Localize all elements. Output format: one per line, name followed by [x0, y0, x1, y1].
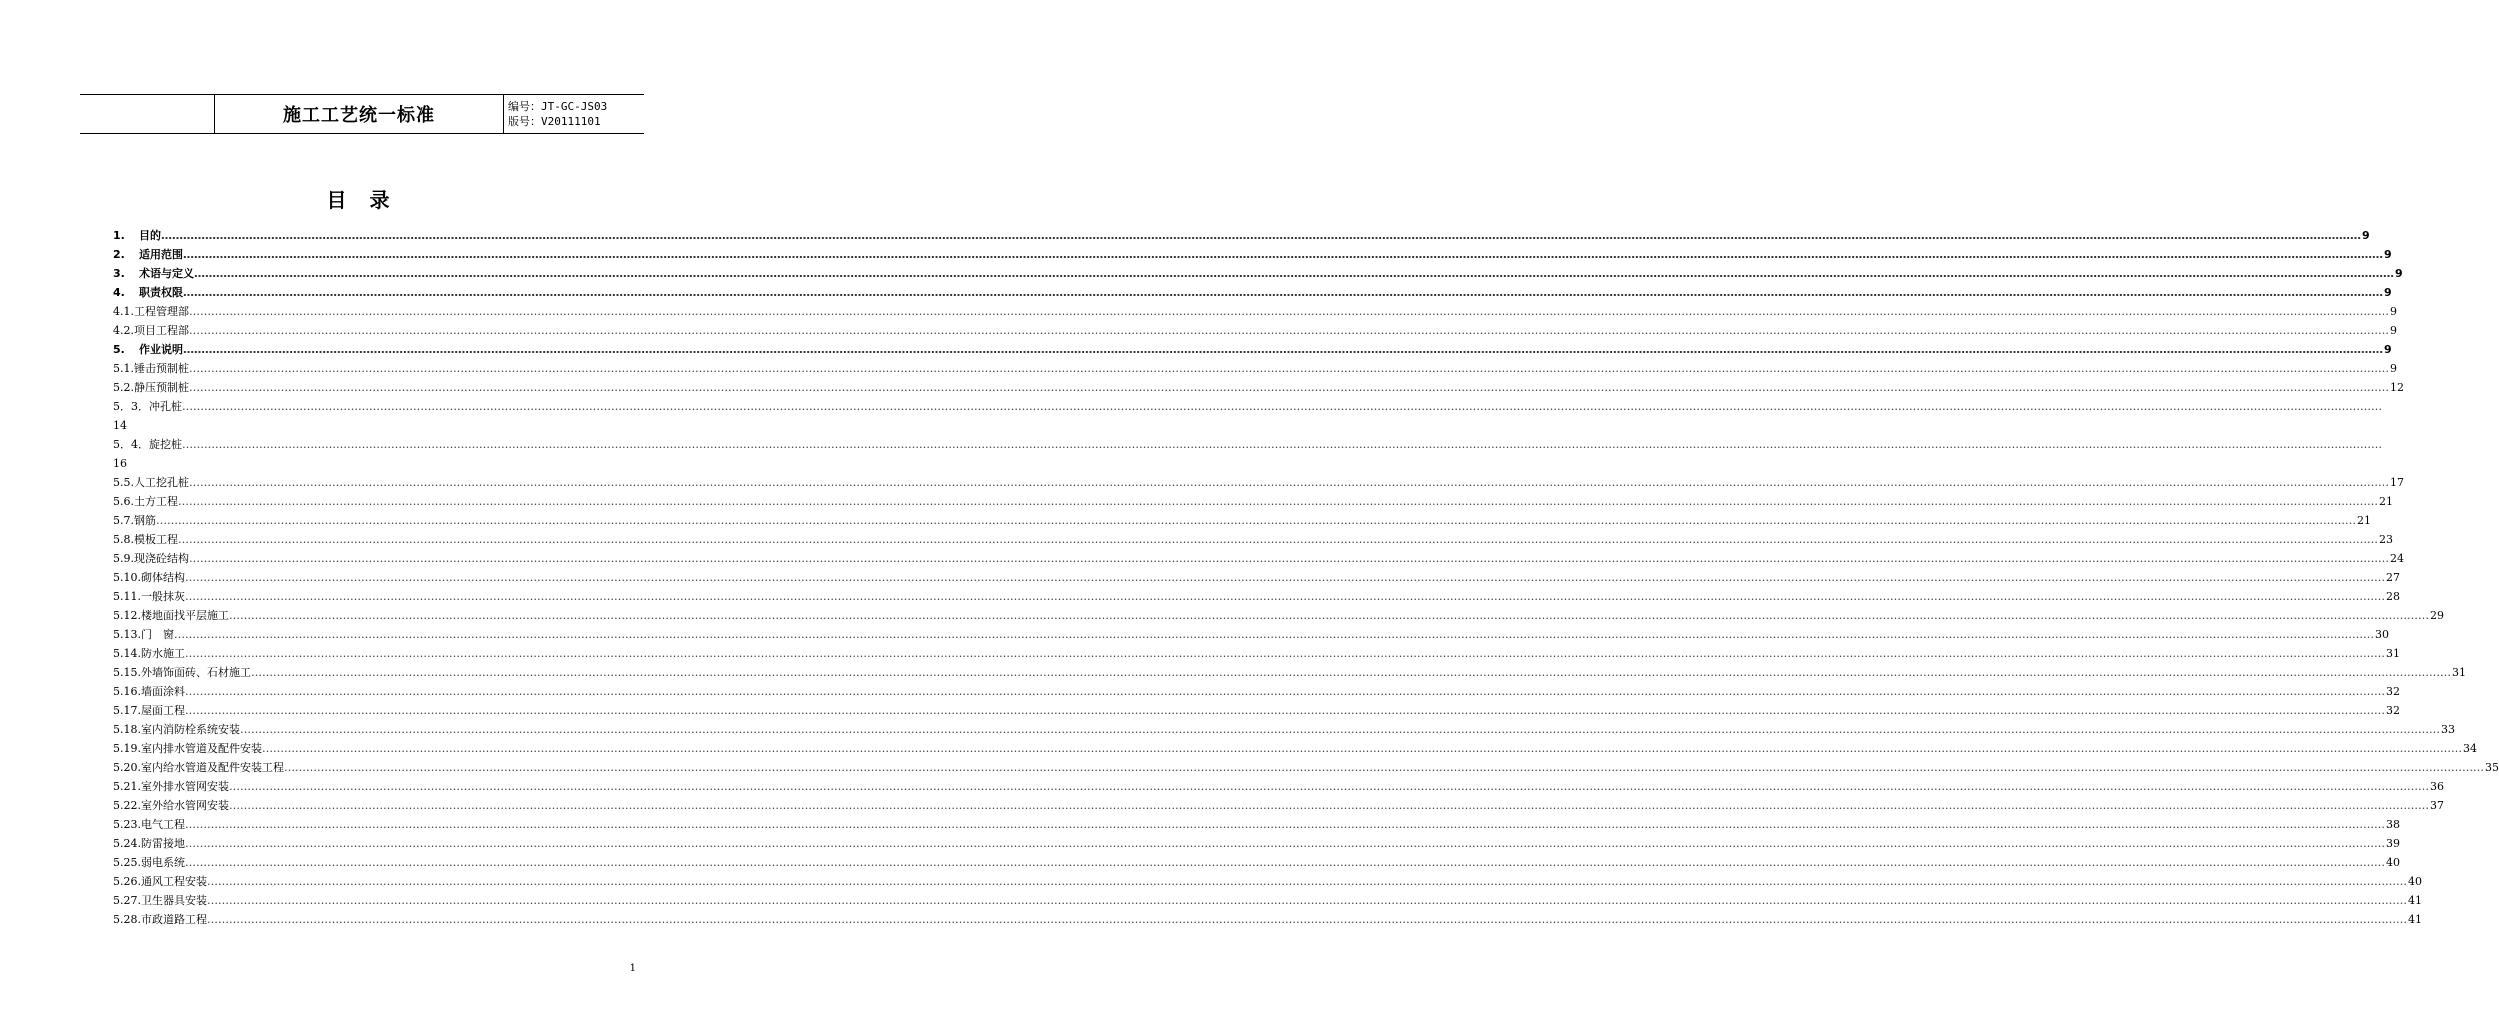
toc-entry-title: 门 窗 — [141, 628, 174, 641]
toc-leader-dots: …………………………………………………………………………………………………………………………………………………………………………………………………………………………………………………………………………………………………………………………………………………………………………………………………………………………………………………………………………………………………………………………………………………… — [182, 438, 2382, 451]
toc-entry-title: 室内消防栓系统安装 — [141, 723, 240, 736]
toc-entry-title: 砌体结构 — [141, 571, 185, 584]
toc-entry-page: 21 — [2379, 495, 2393, 508]
toc-entry[interactable] — [113, 796, 2444, 815]
toc-entry-page: 9 — [2384, 343, 2392, 356]
toc-entry-page: 17 — [2390, 476, 2404, 489]
toc-entry-page: 9 — [2395, 267, 2403, 280]
toc-entry[interactable] — [113, 758, 2499, 777]
toc-entry[interactable] — [113, 530, 2393, 549]
toc-entry-number: 5.19. — [113, 742, 141, 755]
toc-entry-page: 35 — [2485, 761, 2499, 774]
toc-leader-dots: …………………………………………………………………………………………………………………………………………………………………………………………………………………………………………………………………………………………………………………………………………………………………………………………………………………………………………………………………………………………………………………………………………………… — [189, 362, 2389, 375]
document-version: 版号：V20111101 — [508, 115, 601, 128]
toc-entry-number: 2. — [113, 248, 125, 261]
toc-entry-number: 5.5. — [113, 476, 134, 489]
toc-entry-title: 现浇砼结构 — [134, 552, 189, 565]
toc-entry-number: 5.17. — [113, 704, 141, 717]
toc-entry[interactable] — [113, 815, 2400, 834]
toc-entry[interactable] — [113, 682, 2400, 701]
toc-entry-title: 外墙饰面砖、石材施工 — [141, 666, 251, 679]
toc-entry-page: 39 — [2386, 837, 2400, 850]
toc-entry-page: 9 — [2384, 248, 2392, 261]
toc-entry-title: 项目工程部 — [134, 324, 189, 337]
toc-entry-number: 5.20. — [113, 761, 141, 774]
toc-entry[interactable] — [113, 777, 2444, 796]
toc-entry-number: 5.14. — [113, 647, 141, 660]
toc-heading: 目 录 — [326, 188, 398, 212]
header-logo-cell — [80, 95, 215, 133]
toc-leader-dots: …………………………………………………………………………………………………………………………………………………………………………………………………………………………………………………………………………………………………………………………………………………………………………………………………………………………………………………………………………………………………………………………………………………… — [262, 742, 2462, 755]
toc-entry-page: 12 — [2390, 381, 2404, 394]
toc-entry[interactable] — [113, 283, 2392, 302]
toc-leader-dots: …………………………………………………………………………………………………………………………………………………………………………………………………………………………………………………………………………………………………………………………………………………………………………………………………………………………………………………………………………………………………………………………………………………… — [185, 856, 2385, 869]
toc-entry-title: 通风工程安装 — [141, 875, 207, 888]
toc-entry-page: 32 — [2386, 685, 2400, 698]
toc-entry[interactable] — [113, 701, 2400, 720]
toc-entry-number: 4.1. — [113, 305, 134, 318]
toc-entry-title: 市政道路工程 — [141, 913, 207, 926]
document-meta — [504, 95, 644, 133]
toc-entry-page: 34 — [2463, 742, 2477, 755]
toc-entry[interactable] — [113, 245, 2392, 264]
toc-entry[interactable] — [113, 492, 2393, 511]
toc-entry-page: 21 — [2357, 514, 2371, 527]
document-header — [80, 94, 644, 134]
toc-leader-dots: …………………………………………………………………………………………………………………………………………………………………………………………………………………………………………………………………………………………………………………………………………………………………………………………………………………………………………………………………………………………………………………………………………………… — [183, 343, 2383, 356]
toc-entry-number: 5.8. — [113, 533, 134, 546]
toc-leader-dots: …………………………………………………………………………………………………………………………………………………………………………………………………………………………………………………………………………………………………………………………………………………………………………………………………………………………………………………………………………………………………………………………………………………… — [251, 666, 2451, 679]
toc-entry-title: 防水施工 — [141, 647, 185, 660]
toc-entry[interactable] — [113, 910, 2422, 929]
toc-entry-title: 屋面工程 — [141, 704, 185, 717]
toc-leader-dots: …………………………………………………………………………………………………………………………………………………………………………………………………………………………………………………………………………………………………………………………………………………………………………………………………………………………………………………………………………………………………………………………………………………… — [174, 628, 2374, 641]
page-number: 1 — [629, 963, 636, 974]
toc-entry-title: 土方工程 — [134, 495, 178, 508]
toc-leader-dots: …………………………………………………………………………………………………………………………………………………………………………………………………………………………………………………………………………………………………………………………………………………………………………………………………………………………………………………………………………………………………………………………………………………… — [189, 324, 2389, 337]
toc-entry-title: 防雷接地 — [141, 837, 185, 850]
toc-entry[interactable] — [113, 853, 2400, 872]
toc-entry-number: 5.23. — [113, 818, 141, 831]
toc-entry[interactable] — [113, 264, 2403, 283]
toc-entry-page: 27 — [2386, 571, 2400, 584]
toc-entry[interactable] — [113, 302, 2397, 321]
toc-entry[interactable] — [113, 226, 2370, 245]
toc-entry-title: 楼地面找平层施工 — [141, 609, 229, 622]
toc-entry-title: 钢筋 — [134, 514, 156, 527]
toc-entry-page: 30 — [2375, 628, 2389, 641]
toc-leader-dots: …………………………………………………………………………………………………………………………………………………………………………………………………………………………………………………………………………………………………………………………………………………………………………………………………………………………………………………………………………………………………………………………………………………… — [207, 913, 2407, 926]
toc-leader-dots: …………………………………………………………………………………………………………………………………………………………………………………………………………………………………………………………………………………………………………………………………………………………………………………………………………………………………………………………………………………………………………………………………………………… — [185, 685, 2385, 698]
toc-entry-page: 16 — [113, 457, 127, 470]
toc-entry-number: 5.6. — [113, 495, 134, 508]
toc-entry-number: 3. — [113, 267, 125, 280]
toc-entry-title: 卫生器具安装 — [141, 894, 207, 907]
toc-entry[interactable] — [113, 568, 2400, 587]
toc-entry[interactable] — [113, 511, 2371, 530]
toc-leader-dots: …………………………………………………………………………………………………………………………………………………………………………………………………………………………………………………………………………………………………………………………………………………………………………………………………………………………………………………………………………………………………………………………………………………… — [185, 571, 2385, 584]
toc-entry-page: 14 — [113, 419, 127, 432]
toc-entry-number: 5.28. — [113, 913, 141, 926]
toc-entry-title: 室内排水管道及配件安装 — [141, 742, 262, 755]
toc-entry-title: 静压预制桩 — [134, 381, 189, 394]
toc-entry-page: 41 — [2408, 913, 2422, 926]
toc-entry-number: 5.22. — [113, 799, 141, 812]
toc-leader-dots: …………………………………………………………………………………………………………………………………………………………………………………………………………………………………………………………………………………………………………………………………………………………………………………………………………………………………………………………………………………………………………………………………………………… — [189, 552, 2389, 565]
toc-entry-title: 适用范围 — [139, 248, 183, 261]
toc-entry-page: 36 — [2430, 780, 2444, 793]
toc-entry-page: 37 — [2430, 799, 2444, 812]
toc-entry-number: 5.26. — [113, 875, 141, 888]
toc-entry-number: 5.13. — [113, 628, 141, 641]
toc-leader-dots: …………………………………………………………………………………………………………………………………………………………………………………………………………………………………………………………………………………………………………………………………………………………………………………………………………………………………………………………………………………………………………………………………………………… — [185, 818, 2385, 831]
toc-entry-title: 电气工程 — [141, 818, 185, 831]
toc-leader-dots: …………………………………………………………………………………………………………………………………………………………………………………………………………………………………………………………………………………………………………………………………………………………………………………………………………………………………………………………………………………………………………………………………………………… — [240, 723, 2440, 736]
toc-entry-title: 作业说明 — [139, 343, 183, 356]
toc-entry-number: 4. — [113, 286, 125, 299]
toc-entry-wrapped-page — [113, 416, 633, 435]
toc-leader-dots: …………………………………………………………………………………………………………………………………………………………………………………………………………………………………………………………………………………………………………………………………………………………………………………………………………………………………………………………………………………………………………………………………………………… — [185, 590, 2385, 603]
toc-entry-page: 40 — [2408, 875, 2422, 888]
toc-leader-dots: …………………………………………………………………………………………………………………………………………………………………………………………………………………………………………………………………………………………………………………………………………………………………………………………………………………………………………………………………………………………………………………………………………………… — [185, 647, 2385, 660]
toc-entry-title: 室外给水管网安装 — [141, 799, 229, 812]
toc-entry[interactable] — [113, 872, 2422, 891]
toc-entry-title: 职责权限 — [139, 286, 183, 299]
toc-entry-page: 41 — [2408, 894, 2422, 907]
toc-entry-title: 旋挖桩 — [149, 438, 182, 451]
toc-entry-page: 24 — [2390, 552, 2404, 565]
toc-entry-title: 一般抹灰 — [141, 590, 185, 603]
toc-entry-title: 目的 — [139, 229, 161, 242]
toc-entry[interactable] — [113, 359, 2397, 378]
toc-entry-number: 5.10. — [113, 571, 141, 584]
toc-entry-number: 4.2. — [113, 324, 134, 337]
toc-leader-dots: …………………………………………………………………………………………………………………………………………………………………………………………………………………………………………………………………………………………………………………………………………………………………………………………………………………………………………………………………………………………………………………………………………………… — [183, 248, 2383, 261]
toc-entry-title: 墙面涂料 — [141, 685, 185, 698]
toc-entry-page: 9 — [2390, 324, 2397, 337]
toc-entry-number: 5.16. — [113, 685, 141, 698]
toc-entry[interactable] — [113, 397, 2382, 416]
toc-entry-title: 术语与定义 — [139, 267, 194, 280]
toc-leader-dots: …………………………………………………………………………………………………………………………………………………………………………………………………………………………………………………………………………………………………………………………………………………………………………………………………………………………………………………………………………………………………………………………………………………… — [229, 780, 2429, 793]
toc-entry-title: 弱电系统 — [141, 856, 185, 869]
toc-leader-dots: …………………………………………………………………………………………………………………………………………………………………………………………………………………………………………………………………………………………………………………………………………………………………………………………………………………………………………………………………………………………………………………………………………………… — [178, 495, 2378, 508]
toc-entry-number: 5.2. — [113, 381, 134, 394]
toc-entry-page: 31 — [2386, 647, 2400, 660]
toc-entry-page: 32 — [2386, 704, 2400, 717]
toc-entry-wrapped-page — [113, 454, 633, 473]
toc-entry[interactable] — [113, 435, 2382, 454]
toc-entry[interactable] — [113, 834, 2400, 853]
toc-leader-dots: …………………………………………………………………………………………………………………………………………………………………………………………………………………………………………………………………………………………………………………………………………………………………………………………………………………………………………………………………………………………………………………………………………………… — [178, 533, 2378, 546]
toc-entry-page: 40 — [2386, 856, 2400, 869]
toc-leader-dots: …………………………………………………………………………………………………………………………………………………………………………………………………………………………………………………………………………………………………………………………………………………………………………………………………………………………………………………………………………………………………………………………………………………… — [182, 400, 2382, 413]
document-code: 编号：JT-GC-JS03 — [508, 100, 608, 113]
toc-entry-number: 5.24. — [113, 837, 141, 850]
toc-entry-number: 5.1. — [113, 362, 134, 375]
toc-leader-dots: …………………………………………………………………………………………………………………………………………………………………………………………………………………………………………………………………………………………………………………………………………………………………………………………………………………………………………………………………………………………………………………………………………………… — [284, 761, 2484, 774]
toc-leader-dots: …………………………………………………………………………………………………………………………………………………………………………………………………………………………………………………………………………………………………………………………………………………………………………………………………………………………………………………………………………………………………………………………………………………… — [229, 799, 2429, 812]
toc-entry[interactable] — [113, 473, 2404, 492]
toc-entry[interactable] — [113, 720, 2455, 739]
toc-entry-number: 5. — [113, 343, 125, 356]
toc-entry-number: 5.9. — [113, 552, 134, 565]
toc-leader-dots: …………………………………………………………………………………………………………………………………………………………………………………………………………………………………………………………………………………………………………………………………………………………………………………………………………………………………………………………………………………………………………………………………………………… — [229, 609, 2429, 622]
toc-leader-dots: …………………………………………………………………………………………………………………………………………………………………………………………………………………………………………………………………………………………………………………………………………………………………………………………………………………………………………………………………………………………………………………………………………………… — [161, 229, 2361, 242]
toc-leader-dots: …………………………………………………………………………………………………………………………………………………………………………………………………………………………………………………………………………………………………………………………………………………………………………………………………………………………………………………………………………………………………………………………………………………… — [207, 894, 2407, 907]
toc-entry-number: 5.21. — [113, 780, 141, 793]
toc-entry[interactable] — [113, 644, 2400, 663]
toc-entry[interactable] — [113, 606, 2444, 625]
toc-entry-title: 室外排水管网安装 — [141, 780, 229, 793]
toc-entry-number: 5.11. — [113, 590, 141, 603]
table-of-contents — [113, 226, 2499, 929]
toc-entry-number: 5.27. — [113, 894, 141, 907]
toc-entry[interactable] — [113, 625, 2389, 644]
toc-entry-number: 5.15. — [113, 666, 141, 679]
toc-leader-dots: …………………………………………………………………………………………………………………………………………………………………………………………………………………………………………………………………………………………………………………………………………………………………………………………………………………………………………………………………………………………………………………………………………………… — [156, 514, 2356, 527]
toc-entry-title: 人工挖孔桩 — [134, 476, 189, 489]
toc-entry-number: 1. — [113, 229, 125, 242]
toc-leader-dots: …………………………………………………………………………………………………………………………………………………………………………………………………………………………………………………………………………………………………………………………………………………………………………………………………………………………………………………………………………………………………………………………………………………… — [189, 305, 2389, 318]
toc-entry-title: 冲孔桩 — [149, 400, 182, 413]
toc-leader-dots: …………………………………………………………………………………………………………………………………………………………………………………………………………………………………………………………………………………………………………………………………………………………………………………………………………………………………………………………………………………………………………………………………………………… — [185, 704, 2385, 717]
toc-entry-page: 9 — [2390, 362, 2397, 375]
toc-entry-title: 工程管理部 — [134, 305, 189, 318]
toc-entry-number: 5．4． — [113, 438, 149, 451]
toc-entry-page: 9 — [2362, 229, 2370, 242]
toc-entry[interactable] — [113, 587, 2400, 606]
toc-entry-title: 锤击预制桩 — [134, 362, 189, 375]
toc-entry-page: 23 — [2379, 533, 2393, 546]
toc-leader-dots: …………………………………………………………………………………………………………………………………………………………………………………………………………………………………………………………………………………………………………………………………………………………………………………………………………………………………………………………………………………………………………………………………………………… — [183, 286, 2383, 299]
toc-entry-number: 5．3． — [113, 400, 149, 413]
toc-leader-dots: …………………………………………………………………………………………………………………………………………………………………………………………………………………………………………………………………………………………………………………………………………………………………………………………………………………………………………………………………………………………………………………………………………………… — [207, 875, 2407, 888]
toc-entry-title: 室内给水管道及配件安装工程 — [141, 761, 284, 774]
toc-entry[interactable] — [113, 340, 2392, 359]
toc-entry-number: 5.18. — [113, 723, 141, 736]
toc-entry-page: 29 — [2430, 609, 2444, 622]
toc-entry[interactable] — [113, 321, 2397, 340]
toc-entry-page: 31 — [2452, 666, 2466, 679]
toc-entry-page: 38 — [2386, 818, 2400, 831]
toc-entry-page: 9 — [2390, 305, 2397, 318]
toc-entry-page: 28 — [2386, 590, 2400, 603]
toc-entry[interactable] — [113, 549, 2404, 568]
toc-leader-dots: …………………………………………………………………………………………………………………………………………………………………………………………………………………………………………………………………………………………………………………………………………………………………………………………………………………………………………………………………………………………………………………………………………………… — [194, 267, 2394, 280]
toc-entry-number: 5.25. — [113, 856, 141, 869]
toc-entry[interactable] — [113, 663, 2466, 682]
toc-entry-number: 5.7. — [113, 514, 134, 527]
toc-entry-page: 9 — [2384, 286, 2392, 299]
toc-entry[interactable] — [113, 378, 2404, 397]
toc-leader-dots: …………………………………………………………………………………………………………………………………………………………………………………………………………………………………………………………………………………………………………………………………………………………………………………………………………………………………………………………………………………………………………………………………………………… — [185, 837, 2385, 850]
toc-entry-number: 5.12. — [113, 609, 141, 622]
toc-leader-dots: …………………………………………………………………………………………………………………………………………………………………………………………………………………………………………………………………………………………………………………………………………………………………………………………………………………………………………………………………………………………………………………………………………………… — [189, 381, 2389, 394]
document-title: 施工工艺统一标准 — [215, 95, 504, 133]
toc-entry-page: 33 — [2441, 723, 2455, 736]
toc-entry[interactable] — [113, 891, 2422, 910]
toc-leader-dots: …………………………………………………………………………………………………………………………………………………………………………………………………………………………………………………………………………………………………………………………………………………………………………………………………………………………………………………………………………………………………………………………………………………… — [189, 476, 2389, 489]
toc-entry-title: 模板工程 — [134, 533, 178, 546]
toc-entry[interactable] — [113, 739, 2477, 758]
